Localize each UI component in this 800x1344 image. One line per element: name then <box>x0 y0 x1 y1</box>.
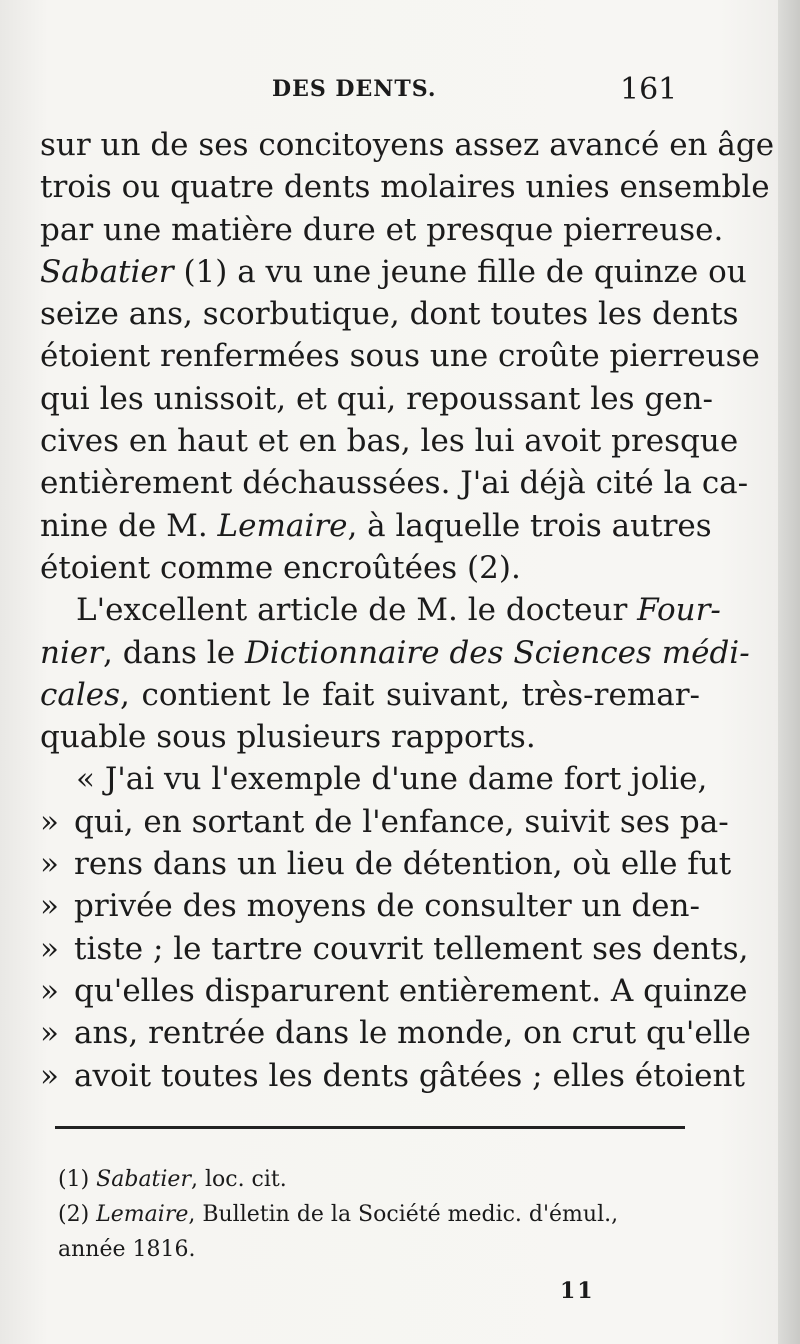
page-number: 161 <box>620 72 678 107</box>
text-line: étoient comme encroûtées (2). <box>40 549 521 586</box>
quote-line: » ans, rentrée dans le monde, on crut qu'elle <box>40 1015 751 1052</box>
quote-line: » privée des moyens de consulter un den- <box>40 888 700 925</box>
signature-mark: 11 <box>560 1278 595 1304</box>
text-line: étoient renfermées sous une croûte pierreuse <box>40 338 760 375</box>
text-line: nier, dans le Dictionnaire des Sciences médi- <box>40 634 750 671</box>
text-line: Sabatier (1) a vu une jeune fille de quinze ou <box>40 253 747 290</box>
quote-line: « J'ai vu l'exemple d'une dame fort jolie, <box>76 761 708 798</box>
quote-line: » tiste ; le tartre couvrit tellement ses dents, <box>40 930 749 967</box>
quote-line: » rens dans un lieu de détention, où elle fut <box>40 846 732 883</box>
text-line: cales, contient le fait suivant, très-remar- <box>40 676 700 713</box>
page-header <box>0 70 800 110</box>
footnote-2: (2) Lemaire, Bulletin de la Société medic. d'émul., <box>58 1202 619 1227</box>
quote-line: » qu'elles disparurent entièrement. A quinze <box>40 972 748 1009</box>
text-line: trois ou quatre dents molaires unies ensemble <box>40 169 770 206</box>
text-line: cives en haut et en bas, les lui avoit presque <box>40 423 739 460</box>
footnote-1: (1) Sabatier, loc. cit. <box>58 1167 287 1192</box>
footnote-2-continued: année 1816. <box>58 1237 196 1262</box>
text-line: entièrement déchaussées. J'ai déjà cité la ca- <box>40 465 749 502</box>
text-line: par une matière dure et presque pierreuse. <box>40 211 724 248</box>
text-line: nine de M. Lemaire, à laquelle trois autres <box>40 507 712 544</box>
running-title: DES DENTS. <box>272 76 437 102</box>
footnote-rule <box>55 1126 685 1129</box>
quote-line: » qui, en sortant de l'enfance, suivit ses pa- <box>40 803 729 840</box>
text-line: qui les unissoit, et qui, repoussant les gen- <box>40 380 713 417</box>
text-line: L'excellent article de M. le docteur Four- <box>76 592 721 629</box>
text-line: sur un de ses concitoyens assez avancé en âge <box>40 127 775 163</box>
quote-line: » avoit toutes les dents gâtées ; elles étoient <box>40 1057 745 1094</box>
text-line: quable sous plusieurs rapports. <box>40 719 536 756</box>
page-edge <box>778 0 800 1344</box>
footnotes <box>58 1162 698 1267</box>
text-line: seize ans, scorbutique, dont toutes les dents <box>40 296 739 333</box>
body-text <box>40 124 775 1097</box>
